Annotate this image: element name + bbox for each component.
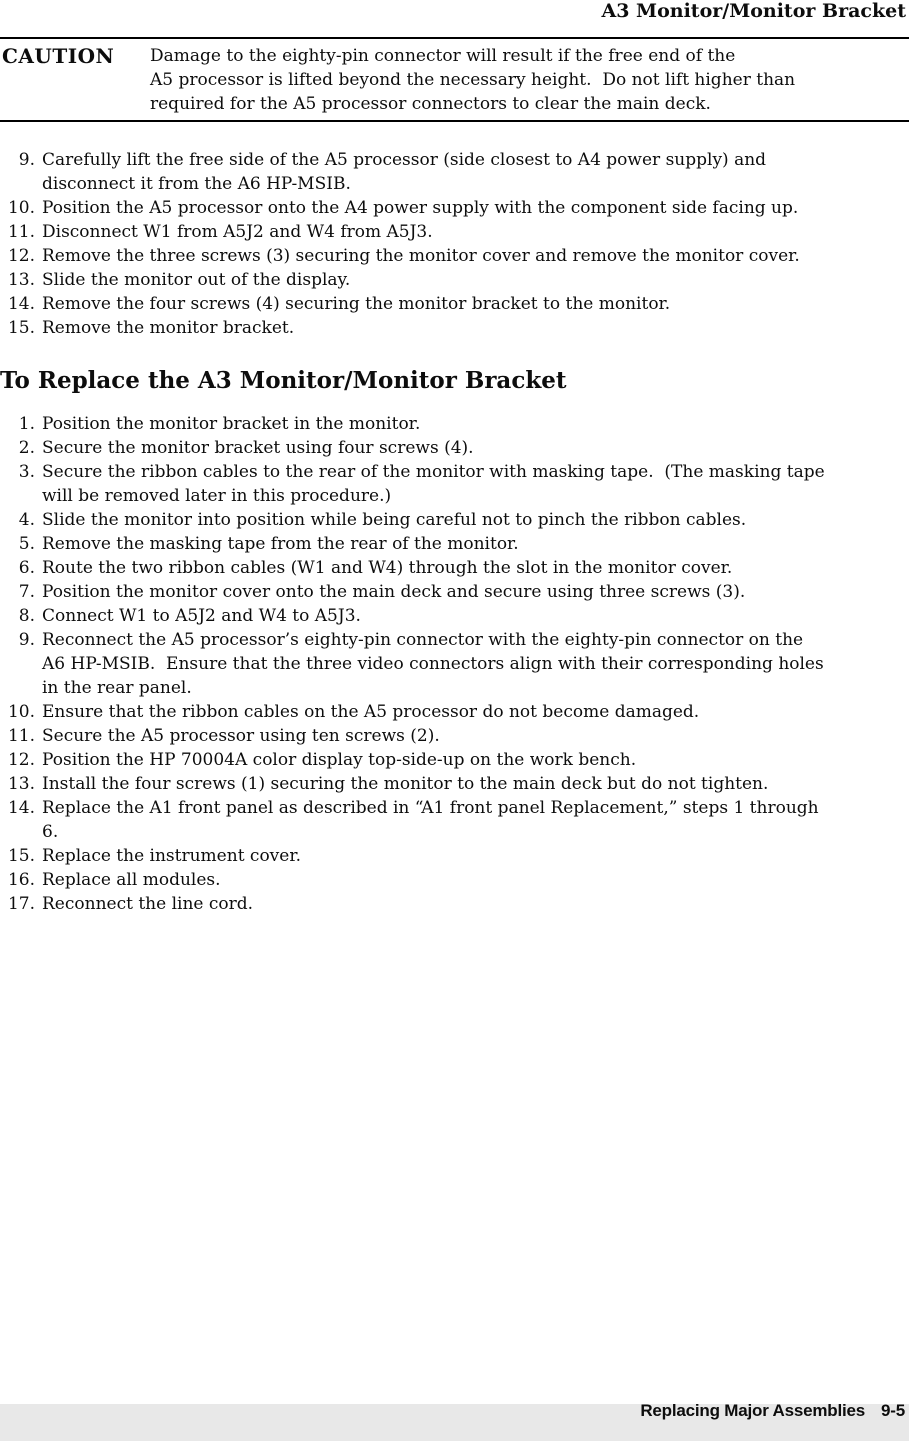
text-line: Carefully lift the free side of the A5 processor (side closest to A4 power supply) and <box>42 150 767 170</box>
step-number: 7. <box>18 582 35 602</box>
list-item <box>2 532 909 556</box>
list-item <box>2 796 909 844</box>
caution-block <box>2 44 909 116</box>
step-text <box>42 532 519 556</box>
step-text <box>42 292 670 316</box>
step-text <box>42 772 768 796</box>
text-line: Secure the ribbon cables to the rear of the monitor with masking tape. (The masking tape <box>42 462 825 482</box>
text-line: Disconnect W1 from A5J2 and W4 from A5J3. <box>42 222 433 242</box>
text-line: Damage to the eighty-pin connector will result if the free end of the <box>150 46 736 66</box>
caution-text <box>150 44 795 116</box>
step-text <box>42 892 253 916</box>
text-line: Reconnect the A5 processor’s eighty-pin connector with the eighty-pin connector on the <box>42 630 804 650</box>
step-text <box>42 244 800 268</box>
step-number: 13. <box>7 774 35 794</box>
text-line: Remove the monitor bracket. <box>42 318 295 338</box>
step-number: 10. <box>7 198 35 218</box>
list-item <box>2 724 909 748</box>
text-line: Position the HP 70004A color display top-side-up on the work bench. <box>42 750 637 770</box>
replacement-steps-list <box>2 412 909 916</box>
text-line: Ensure that the ribbon cables on the A5 processor do not become damaged. <box>42 702 700 722</box>
text-line: Remove the three screws (3) securing the monitor cover and remove the monitor cover. <box>42 246 800 266</box>
step-number: 8. <box>18 606 35 626</box>
step-number: 6. <box>18 558 35 578</box>
step-text <box>42 748 636 772</box>
step-number: 11. <box>7 726 35 746</box>
text-line: Connect W1 to A5J2 and W4 to A5J3. <box>42 606 361 626</box>
list-item <box>2 892 909 916</box>
list-item <box>2 580 909 604</box>
step-number: 11. <box>7 222 35 242</box>
step-text <box>42 844 301 868</box>
list-item <box>2 148 909 196</box>
step-text <box>42 220 433 244</box>
text-line: A6 HP-MSIB. Ensure that the three video connectors align with their corresponding holes <box>42 654 824 674</box>
text-line: will be removed later in this procedure.) <box>42 486 392 506</box>
step-text <box>42 268 350 292</box>
step-text <box>42 700 699 724</box>
list-item <box>2 292 909 316</box>
page-footer <box>622 1381 905 1441</box>
text-line: Replace the instrument cover. <box>42 846 302 866</box>
step-text <box>42 796 819 844</box>
text-line: Slide the monitor into position while being careful not to pinch the ribbon cables. <box>42 510 747 530</box>
footer-chapter-title: Replacing Major Assemblies <box>640 1401 866 1420</box>
step-number: 14. <box>7 798 35 818</box>
list-item <box>2 508 909 532</box>
list-item <box>2 844 909 868</box>
text-line: Secure the A5 processor using ten screws (2). <box>42 726 440 746</box>
text-line: 6. <box>42 822 59 842</box>
step-text <box>42 604 361 628</box>
step-number: 16. <box>7 870 35 890</box>
step-text <box>42 412 420 436</box>
step-number: 17. <box>7 894 35 914</box>
step-text <box>42 148 766 196</box>
list-item <box>2 316 909 340</box>
list-item <box>2 196 909 220</box>
list-item <box>2 748 909 772</box>
step-number: 12. <box>7 246 35 266</box>
step-number: 9. <box>18 150 35 170</box>
text-line: A5 processor is lifted beyond the necessary height. Do not lift higher than <box>150 70 796 90</box>
text-line: Remove the four screws (4) securing the monitor bracket to the monitor. <box>42 294 671 314</box>
step-number: 13. <box>7 270 35 290</box>
text-line: Secure the monitor bracket using four screws (4). <box>42 438 474 458</box>
section-heading: To Replace the A3 Monitor/Monitor Bracket <box>0 367 567 394</box>
list-item <box>2 628 909 700</box>
step-number: 15. <box>7 846 35 866</box>
removal-steps-list <box>2 148 909 340</box>
text-line: required for the A5 processor connectors to clear the main deck. <box>150 94 711 114</box>
step-text <box>42 628 824 700</box>
step-number: 3. <box>18 462 35 482</box>
step-number: 1. <box>18 414 35 434</box>
text-line: Remove the masking tape from the rear of the monitor. <box>42 534 519 554</box>
list-item <box>2 220 909 244</box>
footer-page-number: 9-5 <box>881 1401 905 1420</box>
list-item <box>2 700 909 724</box>
caution-top-rule <box>0 37 909 39</box>
caution-label: CAUTION <box>2 44 115 68</box>
text-line: Install the four screws (1) securing the monitor to the main deck but do not tighten. <box>42 774 769 794</box>
step-number: 4. <box>18 510 35 530</box>
text-line: disconnect it from the A6 HP-MSIB. <box>42 174 351 194</box>
list-item <box>2 244 909 268</box>
step-text <box>42 556 732 580</box>
text-line: Slide the monitor out of the display. <box>42 270 351 290</box>
step-number: 5. <box>18 534 35 554</box>
list-item <box>2 604 909 628</box>
list-item <box>2 556 909 580</box>
list-item <box>2 412 909 436</box>
step-text <box>42 868 221 892</box>
text-line: Replace all modules. <box>42 870 221 890</box>
step-text <box>42 724 440 748</box>
text-line: Route the two ribbon cables (W1 and W4) through the slot in the monitor cover. <box>42 558 733 578</box>
text-line: Position the A5 processor onto the A4 power supply with the component side facing up. <box>42 198 799 218</box>
list-item <box>2 460 909 508</box>
text-line: Reconnect the line cord. <box>42 894 254 914</box>
text-line: in the rear panel. <box>42 678 192 698</box>
step-number: 14. <box>7 294 35 314</box>
caution-bottom-rule <box>0 120 909 122</box>
text-line: Replace the A1 front panel as described in “A1 front panel Replacement,” steps 1 through <box>42 798 819 818</box>
text-line: Position the monitor cover onto the main deck and secure using three screws (3). <box>42 582 746 602</box>
step-text <box>42 460 825 508</box>
step-number: 2. <box>18 438 35 458</box>
step-number: 9. <box>18 630 35 650</box>
step-number: 15. <box>7 318 35 338</box>
step-text <box>42 580 745 604</box>
step-text <box>42 316 294 340</box>
list-item <box>2 868 909 892</box>
list-item <box>2 436 909 460</box>
text-line: Position the monitor bracket in the monitor. <box>42 414 421 434</box>
running-header-title: A3 Monitor/Monitor Bracket <box>601 0 906 22</box>
step-number: 10. <box>7 702 35 722</box>
step-number: 12. <box>7 750 35 770</box>
step-text <box>42 508 746 532</box>
list-item <box>2 268 909 292</box>
list-item <box>2 772 909 796</box>
step-text <box>42 196 798 220</box>
step-text <box>42 436 474 460</box>
